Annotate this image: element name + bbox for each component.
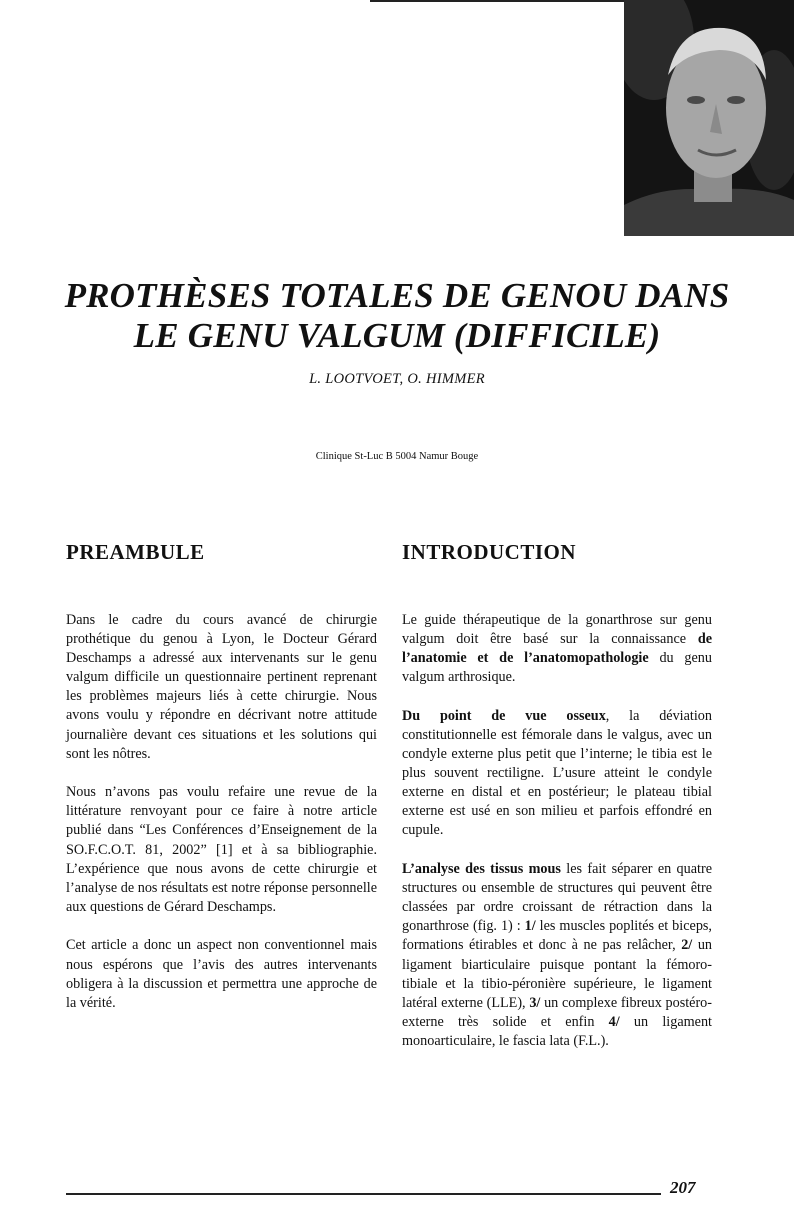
authors: L. LOOTVOET, O. HIMMER [309,371,485,387]
introduction-paragraph-3 [402,860,712,1051]
introduction-paragraph-2 [402,707,712,841]
bold-run: de l’anatomie et de l’anatomopathologie [402,631,712,667]
author-portrait [624,0,794,236]
text-run: du genu valgum arthrosique. [402,650,712,686]
text-run: un ligament biarticulaire puisque pontant la fémoro-tibiale et la tibio-péronière supérieure, le ligament latéral externe (LLE), [402,937,713,1011]
list-marker: 3/ [529,994,541,1011]
article-title [40,276,754,356]
top-rule [370,0,624,2]
list-marker: 1/ [524,918,536,935]
heading-introduction: INTRODUCTION [402,540,577,564]
title-line-2: LE GENU VALGUM (DIFFICILE) [133,316,661,355]
right-column [402,611,712,1070]
text-run: un complexe fibreux postéro-externe très solide et enfin [402,994,712,1030]
text-run: les muscles poplités et biceps, formations étirables et donc à ne pas relâcher, [402,918,712,954]
preambule-paragraph-3: Cet article a donc un aspect non conventionnel mais nous espérons que l’avis des autres intervenants obligera à la discussion et permettra une approche de la vérité. [66,937,377,1011]
page-number: 207 [670,1178,696,1197]
affiliation: Clinique St-Luc B 5004 Namur Bouge [315,451,479,462]
text-run: Le guide thérapeutique de la gonarthrose sur genu valgum doit être basé sur la connaissance [402,612,712,648]
bold-run: Du point de vue osseux [402,707,606,724]
text-run: , la déviation constitutionnelle est fémorale dans le valgus, avec un condyle externe plus petit que l’interne; le tibia est le plus souvent rectiligne. L’usure atteint le condyle externe en distal et en postérieur; le plateau tibial externe est usé en son milieu et parfois effondré en cupule. [402,707,712,839]
left-column [66,611,377,1032]
preambule-paragraph-2: Nous n’avons pas voulu refaire une revue de la littérature renvoyant pour ce faire à notre article publié dans “Les Conférences d’Enseignement de la SO.F.C.O.T. 81, 2002” [1] et à sa bibliographie. L’expérience que nous avons de cette chirurgie et l’analyse de nos résultats est notre réponse personnelle aux questions de Gérard Deschamps. [66,784,377,915]
title-line-1: PROTHÈSES TOTALES DE GENOU DANS [64,276,730,315]
text-run: un ligament monoarticulaire, le fascia lata (F.L.). [402,1013,712,1049]
text-run: les fait séparer en quatre structures ou ensemble de structures qui peuvent être classées par ordre croissant de rétraction dans la gonarthrose (fig. 1) : [402,861,712,935]
list-marker: 2/ [681,937,693,954]
list-marker: 4/ [608,1013,620,1030]
introduction-paragraph-1 [402,611,712,687]
preambule-paragraph-1: Dans le cadre du cours avancé de chirurgie prothétique du genou à Lyon, le Docteur Gérard Deschamps a adressé aux intervenants sur le genu valgum difficile un questionnaire pertinent reprenant les problèmes majeurs liés à cette chirurgie. Nous avons voulu y répondre en décrivant notre attitude journalière devant ces situations et les solutions qui sont les nôtres. [66,612,377,762]
heading-preambule: PREAMBULE [66,540,205,564]
footer-rule [66,1193,661,1195]
bold-run: L’analyse des tissus mous [402,861,561,878]
